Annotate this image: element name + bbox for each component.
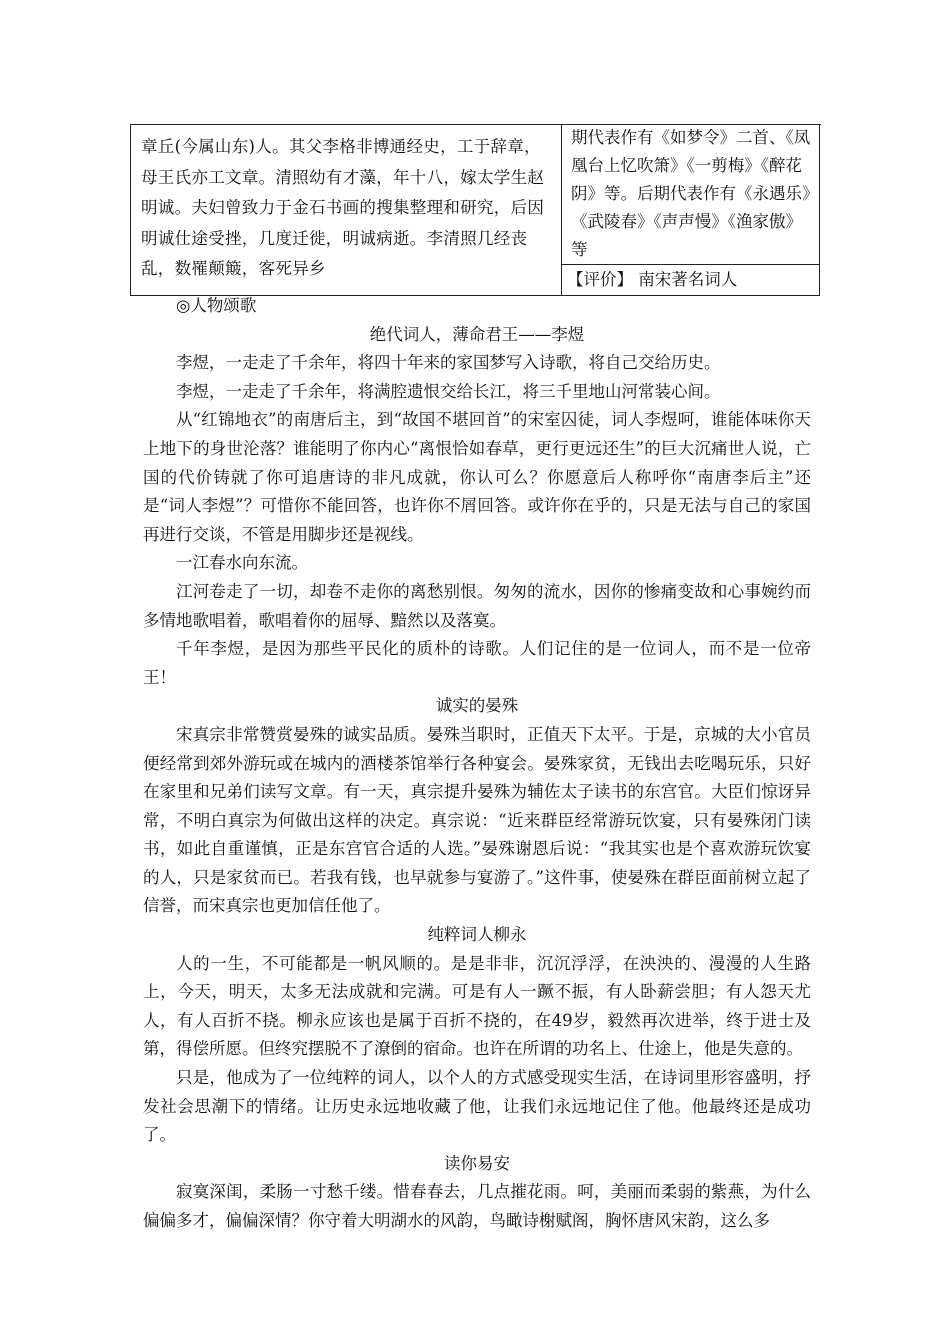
article-title-yan-shu: 诚实的晏殊: [435, 696, 519, 716]
paragraph: 千年李煜，是因为那些平民化的质朴的诗歌。人们记住的是一位词人，而不是一位帝王！: [143, 639, 811, 687]
article-title-liu-yong: 纯粹词人柳永: [427, 925, 527, 945]
section-heading: ◎人物颂歌: [176, 296, 257, 315]
info-table: [130, 124, 820, 296]
table-eval-row: [561, 264, 819, 295]
eval-label: 【评价】: [567, 270, 633, 289]
paragraph: 宋真宗非常赞赏晏殊的诚实品质。晏殊当职时，正值天下太平。于是，京城的大小官员便经常到郊外游玩或在城内的酒楼茶馆举行各种宴会。晏殊家贫，无钱出去吃喝玩乐，只好在家里和兄弟们读写文章。有一天，真宗提升晏殊为辅佐太子读书的东宫官。大臣们惊讶异常，不明白真宗为何做出这样的决定。真宗说：“近来群臣经常游玩饮宴，只有晏殊闭门读书，如此自重谨慎，正是东宫官合适的人选。”晏殊谢恩后说：“我其实也是个喜欢游玩饮宴的人，只是家贫而已。若我有钱，也早就参与宴游了。”这件事，使晏殊在群臣面前树立起了信誉，而宋真宗也更加信任他了。: [143, 724, 811, 916]
body-text: [143, 292, 811, 1236]
paragraph: 一江春水向东流。: [176, 553, 308, 573]
eval-text: 南宋著名词人: [638, 270, 738, 289]
paragraph: 只是，他成为了一位纯粹的词人，以个人的方式感受现实生活，在诗词里形容盛明，抒发社会思潮下的情绪。让历史永远地收藏了他，让我们永远地记住了他。他最终还是成功了。: [143, 1068, 811, 1145]
article-title-li-yu: 绝代词人，薄命君王——李煜: [369, 324, 585, 344]
table-right-cell: 期代表作有《如梦令》二首、《凤凰台上忆吹箫》《一剪梅》《醉花阴》等。后期代表作有《永遇乐》《武陵春》《声声慢》《渔家傲》等: [571, 128, 811, 259]
table-top-rule-left: [130, 124, 562, 125]
paragraph: 从“红锦地衣”的南唐后主，到“故国不堪回首”的宋室囚徒，词人李煜呵，谁能体味你天上地下的身世沦落？谁能明了你内心“离恨恰如春草，更行更远还生”的巨大沉痛世人说，亡国的代价铸就了你可追唐诗的非凡成就，你认可么？你愿意后人称呼你“南唐李后主”还是“词人李煜”？可惜你不能回答，也许你不屑回答。或许你在乎的，只是无法与自己的家国再进行交谈，不管是用脚步还是视线。: [143, 410, 811, 544]
article-title-yi-an: 读你易安: [444, 1153, 510, 1173]
paragraph: 李煜，一走走了千余年，将四十年来的家国梦写入诗歌，将自己交给历史。: [176, 353, 721, 373]
paragraph: 寂寞深闺，柔肠一寸愁千缕。惜春春去，几点摧花雨。呵，美丽而柔弱的紫燕，为什么偏偏多才，偏偏深情？你守着大明湖水的风韵，鸟瞰诗榭赋阁，胸怀唐风宋韵，这么多: [143, 1182, 811, 1230]
paragraph: 人的一生，不可能都是一帆风顺的。是是非非，沉沉浮浮，在泱泱的、漫漫的人生路上，今天，明天，太多无法成就和完满。可是有人一蹶不振，有人卧薪尝胆；有人怨天尤人，有人百折不挠。柳永应该也是属于百折不挠的，在49岁，毅然再次进举，终于进士及第，得偿所愿。但终究摆脱不了潦倒的宿命。也许在所谓的功名上、仕途上，他是失意的。: [143, 953, 811, 1059]
paragraph: 李煜，一走走了千余年，将满腔遗恨交给长江，将三千里地山河常装心间。: [176, 381, 721, 401]
table-left-cell: 章丘(今属山东)人。其父李格非博通经史，工于辞章，母王氏亦工文章。清照幼有才藻，年十八，嫁太学生赵明诚。夫妇曾致力于金石书画的搜集整理和研究，后因明诚仕途受挫，几度迁徙，明诚病逝。李清照几经丧乱，数罹颠簸，客死异乡: [141, 137, 545, 278]
paragraph: 江河卷走了一切，却卷不走你的离愁别恨。匆匆的流水，因你的惨痛变故和心事婉约而多情地歌唱着，歌唱着你的屈辱、黯然以及落寞。: [143, 581, 811, 630]
